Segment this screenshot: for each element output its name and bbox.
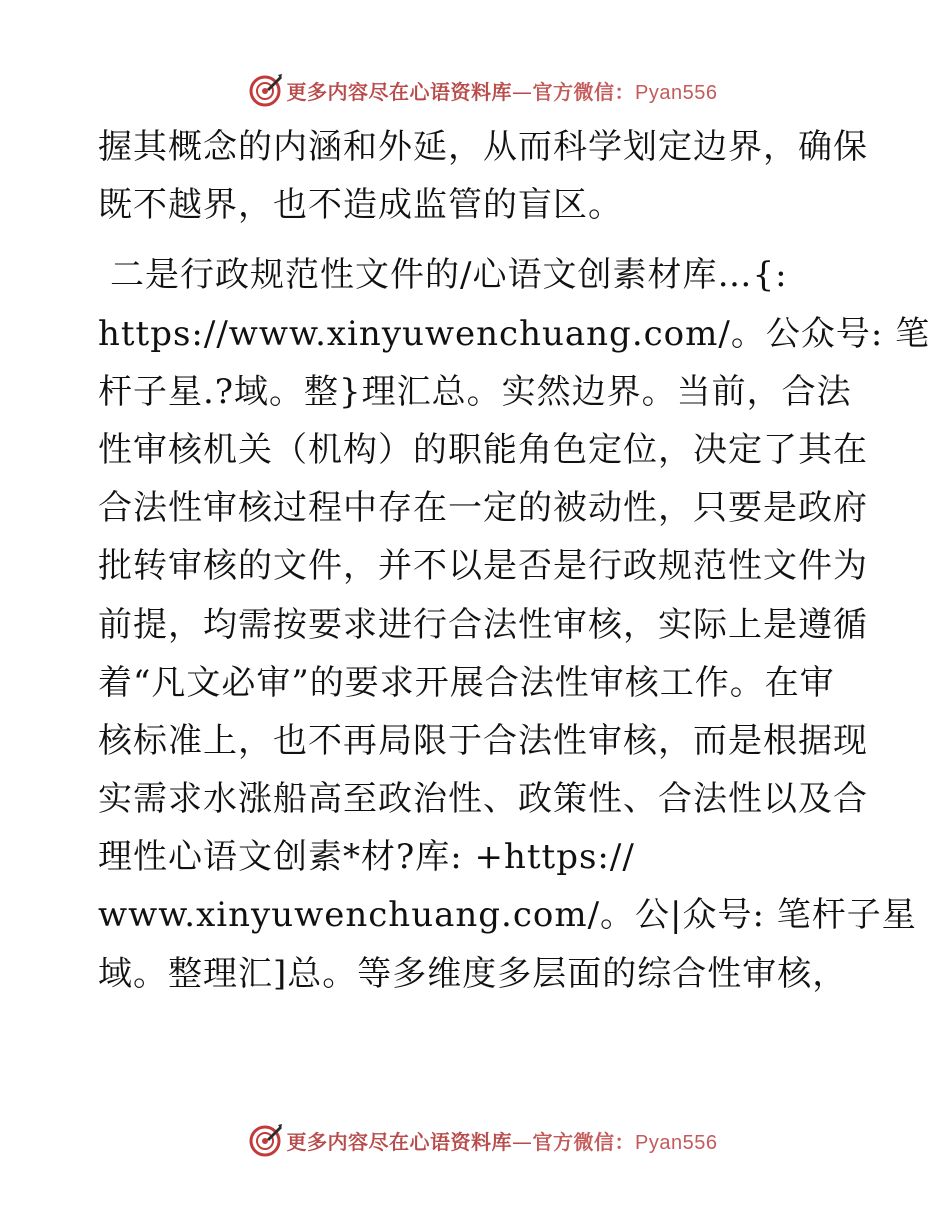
header-wechat-label: 官方微信： (532, 79, 636, 104)
footer-banner-content (247, 1122, 718, 1158)
header-banner-text (287, 76, 718, 105)
text-line: 前提，均需按要求进行合法性审核，实际上是遵循 (98, 604, 868, 645)
footer-dash: — (512, 1129, 533, 1154)
header-wechat-id: Pyan556 (635, 81, 718, 104)
library-logo-icon (247, 1122, 283, 1158)
text-line: 杆子星.?域。整}理汇总。实然边界。当前，合法 (98, 371, 852, 412)
text-line: 既不越界，也不造成监管的盲区。 (98, 185, 623, 226)
footer-wechat-id: Pyan556 (635, 1131, 718, 1154)
library-logo-icon (247, 72, 283, 108)
document-body (98, 118, 931, 1003)
header-library-text: 更多内容尽在心语资料库 (286, 79, 513, 104)
text-line: 实需求水涨船高至政治性、政策性、合法性以及合 (98, 779, 868, 820)
text-line: 理性心语文创素*材?库: +https:// (98, 837, 635, 878)
footer-banner-text (287, 1126, 718, 1155)
footer-wechat-label: 官方微信： (532, 1129, 636, 1154)
text-line: 核标准上，也不再局限于合法性审核，而是根据现 (98, 720, 868, 761)
header-dash: — (512, 79, 533, 104)
paragraph-1 (98, 118, 868, 234)
header-banner-content (247, 72, 718, 108)
paragraph-spacer (98, 234, 858, 246)
text-line: 二是行政规范性文件的/心语文创素材库…{: (110, 255, 788, 296)
text-line: 批转审核的文件，并不以是否是行政规范性文件为 (98, 546, 868, 587)
footer-library-text: 更多内容尽在心语资料库 (286, 1129, 513, 1154)
text-line: 合法性审核过程中存在一定的被动性，只要是政府 (98, 488, 868, 529)
footer-banner (0, 1120, 950, 1160)
text-line: 域。整理汇]总。等多维度多层面的综合性审核， (98, 953, 848, 994)
paragraph-2 (98, 246, 931, 1002)
text-line: https://www.xinyuwenchuang.com/。公众号: 笔 (98, 313, 931, 354)
text-line: www.xinyuwenchuang.com/。公|众号: 笔杆子星 (98, 895, 917, 936)
header-banner (0, 70, 950, 110)
text-line: 着“凡文必审”的要求开展合法性审核工作。在审 (98, 662, 835, 703)
text-line: 性审核机关（机构）的职能角色定位，决定了其在 (98, 429, 868, 470)
text-line: 握其概念的内涵和外延，从而科学划定边界，确保 (98, 127, 868, 167)
